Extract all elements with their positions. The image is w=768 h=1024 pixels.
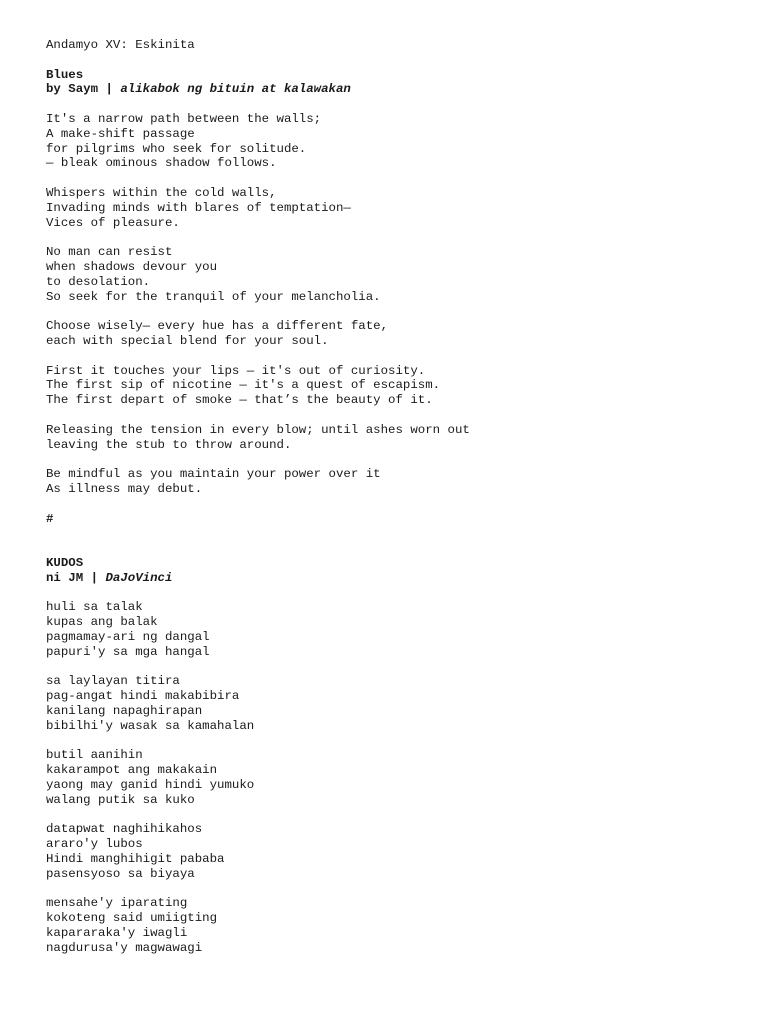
byline-author: ni JM |: [46, 570, 106, 585]
poem-line: sa laylayan titira: [46, 674, 180, 689]
poem-line: pasensyoso sa biyaya: [46, 866, 195, 881]
poem-line: nagdurusa'y magwawagi: [46, 940, 203, 955]
stanza: [46, 896, 746, 955]
byline-pen-name: alikabok ng bituin at kalawakan: [120, 82, 351, 97]
stanza: [46, 748, 746, 807]
stanza: [46, 600, 746, 659]
stanza: [46, 364, 746, 408]
poem-line: The first depart of smoke — that’s the beauty of it.: [46, 393, 433, 408]
poem-line: to desolation.: [46, 274, 151, 289]
poem-line: Invading minds with blares of temptation—: [46, 200, 351, 215]
poem-line: papuri'y sa mga hangal: [46, 644, 210, 659]
poem-title-kudos: KUDOS: [46, 555, 84, 570]
poem-title-blues: Blues: [46, 67, 84, 82]
poem-line: Choose wisely— every hue has a different fate,: [46, 319, 389, 334]
poem-line: araro'y lubos: [46, 837, 143, 852]
poem-line: pagmamay-ari ng dangal: [46, 629, 210, 644]
poem-line: Hindi manghihigit pababa: [46, 851, 225, 866]
poem-body-kudos: [46, 600, 746, 955]
poem-line: kapararaka'y iwagli: [46, 925, 188, 940]
poem-line: First it touches your lips — it's out of curiosity.: [46, 363, 426, 378]
poem-line: pag-angat hindi makabibira: [46, 689, 240, 704]
stanza: [46, 186, 746, 230]
section-end-mark: #: [46, 511, 54, 526]
poem-line: yaong may ganid hindi yumuko: [46, 777, 255, 792]
poem-line: leaving the stub to throw around.: [46, 437, 292, 452]
poem-byline-kudos: [46, 571, 746, 586]
poem-line: mensahe'y iparating: [46, 896, 188, 911]
stanza: [46, 674, 746, 733]
poem-line: Releasing the tension in every blow; until ashes worn out: [46, 422, 470, 437]
stanza: [46, 319, 746, 349]
poem-line: walang putik sa kuko: [46, 792, 195, 807]
stanza: [46, 112, 746, 171]
poem-body-blues: [46, 112, 746, 497]
poem-line: So seek for the tranquil of your melancholia.: [46, 289, 381, 304]
poem-line: butil aanihin: [46, 748, 143, 763]
poem-line: huli sa talak: [46, 600, 143, 615]
poem-line: kupas ang balak: [46, 615, 158, 630]
poem-line: when shadows devour you: [46, 259, 218, 274]
poem-line: for pilgrims who seek for solitude.: [46, 141, 307, 156]
document-header: Andamyo XV: Eskinita: [46, 38, 195, 52]
poem-line: — bleak ominous shadow follows.: [46, 156, 277, 171]
document-page: [46, 38, 746, 955]
poem-line: bibilhi'y wasak sa kamahalan: [46, 718, 255, 733]
stanza: [46, 467, 746, 497]
stanza: [46, 822, 746, 881]
poem-line: Whispers within the cold walls,: [46, 185, 277, 200]
poem-line: A make-shift passage: [46, 126, 195, 141]
stanza: [46, 245, 746, 304]
stanza: [46, 423, 746, 453]
poem-line: Vices of pleasure.: [46, 215, 180, 230]
poem-byline-blues: [46, 82, 746, 97]
poem-line: each with special blend for your soul.: [46, 333, 329, 348]
byline-pen-name: DaJoVinci: [105, 570, 173, 585]
poem-line: It's a narrow path between the walls;: [46, 111, 322, 126]
byline-author: by Saym |: [46, 82, 121, 97]
poem-line: kanilang napaghirapan: [46, 703, 203, 718]
poem-line: No man can resist: [46, 245, 173, 260]
poem-line: kokoteng said umiigting: [46, 911, 218, 926]
poem-line: The first sip of nicotine — it's a quest of escapism.: [46, 378, 441, 393]
poem-line: As illness may debut.: [46, 481, 203, 496]
poem-line: datapwat naghihikahos: [46, 822, 203, 837]
poem-line: Be mindful as you maintain your power over it: [46, 467, 381, 482]
poem-line: kakarampot ang makakain: [46, 763, 218, 778]
